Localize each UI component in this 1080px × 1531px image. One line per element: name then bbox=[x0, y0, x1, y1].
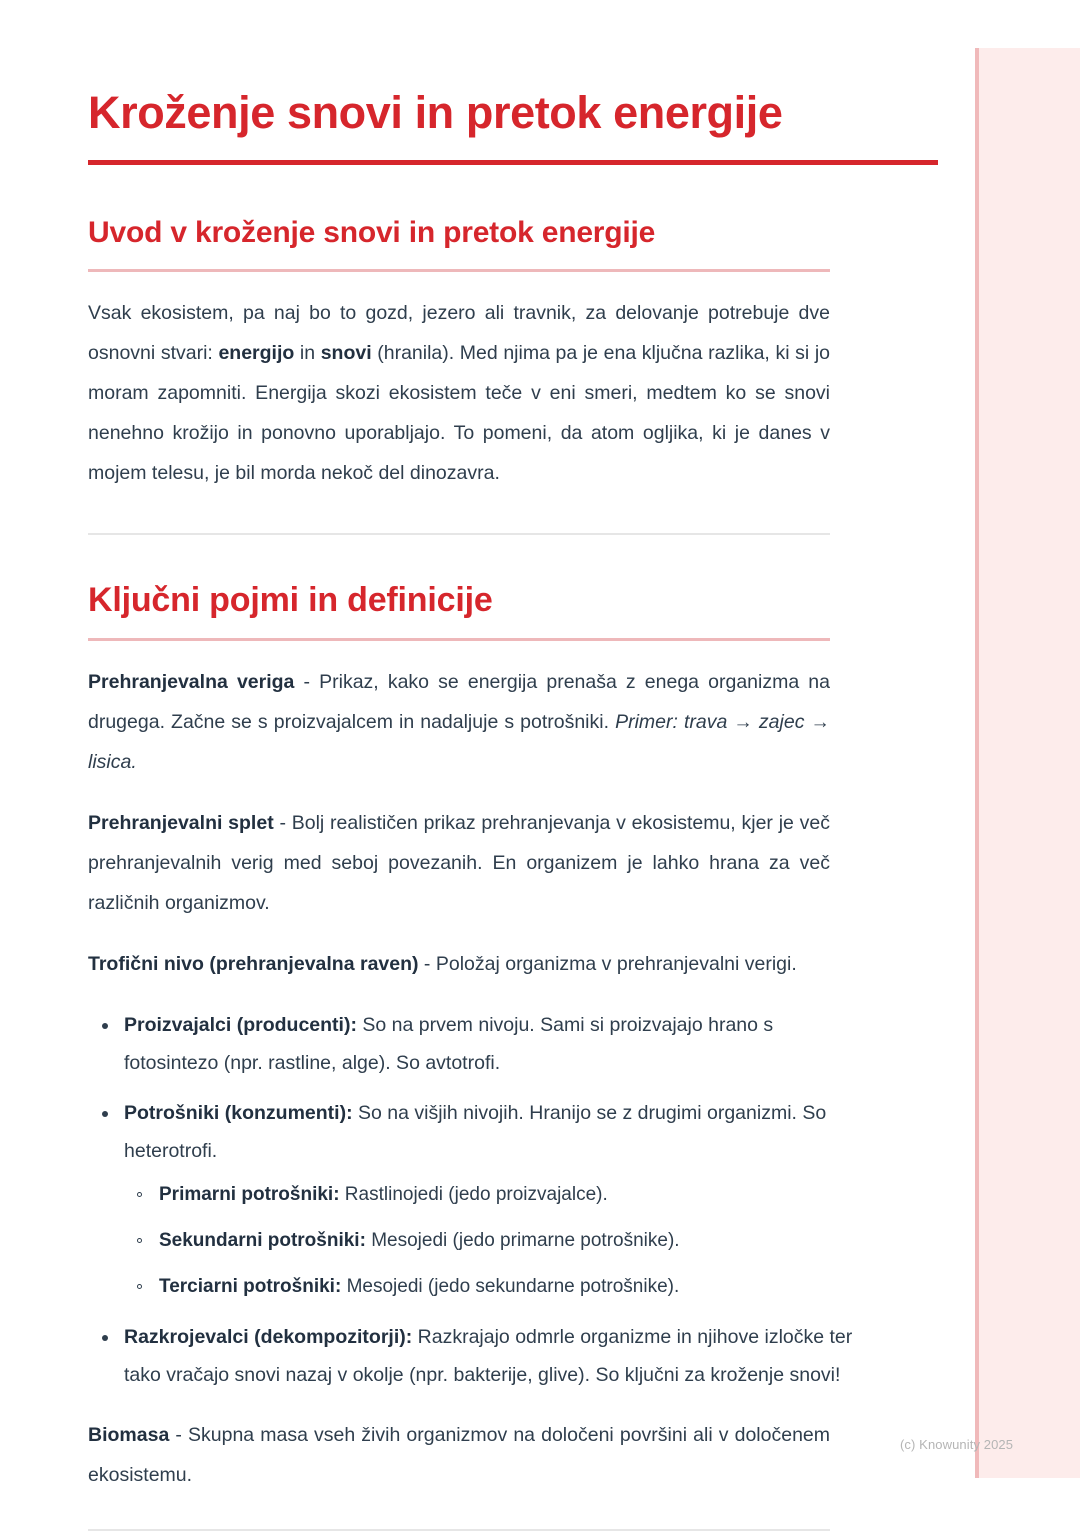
definition-prehranjevalna-veriga bbox=[88, 662, 830, 782]
list-item bbox=[124, 1006, 866, 1082]
list-item-term: Razkrojevalci (dekompozitorji): bbox=[124, 1325, 413, 1348]
list-item-term: Terciarni potrošniki: bbox=[159, 1275, 342, 1297]
term-prehranjevalni-splet: Prehranjevalni splet bbox=[88, 811, 274, 834]
list-item bbox=[159, 1176, 866, 1214]
list-item bbox=[159, 1222, 866, 1260]
list-item-term: Primarni potrošniki: bbox=[159, 1183, 340, 1205]
list-item-text: Mesojedi (jedo primarne potrošnike). bbox=[365, 1229, 680, 1251]
section-rule-kljucni-pojmi bbox=[88, 638, 830, 641]
list-item-text: So na prvem nivoju. Sami si proizvajajo hrano s fotosintezo (npr. rastline, alge). So avtotrofi. bbox=[124, 1013, 774, 1074]
list-item bbox=[159, 1268, 866, 1306]
section-heading-kljucni-pojmi: Ključni pojmi in definicije bbox=[88, 580, 493, 619]
list-item-term: Proizvajalci (producenti): bbox=[124, 1013, 357, 1036]
list-item bbox=[124, 1318, 866, 1394]
definition-prehranjevalni-splet bbox=[88, 803, 830, 923]
consumer-sublist bbox=[124, 1176, 866, 1306]
definition-text-splet: - Bolj realističen prikaz prehranjevanja v ekosistemu, kjer je več prehranjevalnih verig med seboj povezanih. En organizem je lahko hrana za več različnih organizmov. bbox=[88, 811, 830, 914]
example-veriga: Primer: trava → zajec → lisica. bbox=[88, 710, 830, 773]
list-item-term: Sekundarni potrošniki: bbox=[159, 1229, 366, 1251]
section-heading-uvod: Uvod v kroženje snovi in pretok energije bbox=[88, 216, 656, 250]
intro-text-a: Vsak ekosistem, pa naj bo to gozd, jezero ali travnik, za delovanje potrebuje dve osnovni stvari: bbox=[88, 301, 830, 364]
intro-text-d: (hranila). Med njima pa je ena ključna razlika, ki si jo moram zapomniti. Energija skozi ekosistem teče v eni smeri, medtem ko se snovi nenehno krožijo in ponovno uporabljajo. To pomeni, da atom ogljika, ki je danes v mojem telesu, je bil morda nekoč del dinozavra. bbox=[88, 341, 831, 484]
list-item-text: Razkrajajo odmrle organizme in njihove izločke ter tako vračajo snovi nazaj v okolje (npr. bakterije, glive). So ključni za kroženje snovi! bbox=[124, 1325, 853, 1386]
intro-bold-energijo: energijo bbox=[218, 341, 295, 364]
section-rule-uvod bbox=[88, 269, 830, 272]
decorative-side-panel bbox=[975, 48, 1080, 1478]
title-underline-rule bbox=[88, 160, 938, 165]
definition-text-veriga: - Prikaz, kako se energija prenaša z enega organizma na drugega. Začne se s proizvajalcem in nadaljuje s potrošniki. bbox=[88, 670, 830, 733]
term-troficni-nivo: Trofični nivo (prehranjevalna raven) bbox=[88, 952, 419, 975]
definition-text-biomasa: - Skupna masa vseh živih organizmov na določeni površini ali v določenem ekosistemu. bbox=[88, 1423, 830, 1486]
list-item-term: Potrošniki (konzumenti): bbox=[124, 1101, 353, 1124]
term-prehranjevalna-veriga: Prehranjevalna veriga bbox=[88, 670, 295, 693]
section-divider bbox=[88, 533, 830, 535]
definition-troficni-nivo bbox=[88, 944, 830, 984]
intro-bold-snovi: snovi bbox=[320, 341, 372, 364]
definition-biomasa bbox=[88, 1415, 830, 1495]
intro-text-c: in bbox=[294, 341, 321, 364]
trophic-level-list bbox=[88, 1006, 866, 1394]
term-biomasa: Biomasa bbox=[88, 1423, 170, 1446]
intro-paragraph bbox=[88, 293, 830, 493]
list-item-text: Mesojedi (jedo sekundarne potrošnike). bbox=[341, 1275, 680, 1297]
page-title: Kroženje snovi in pretok energije bbox=[88, 87, 783, 138]
copyright-watermark: (c) Knowunity 2025 bbox=[900, 1437, 1014, 1452]
list-item bbox=[124, 1094, 866, 1306]
definition-text-troficni: - Položaj organizma v prehranjevalni verigi. bbox=[418, 952, 797, 975]
list-item-text: So na višjih nivojih. Hranijo se z drugimi organizmi. So heterotrofi. bbox=[124, 1101, 827, 1162]
list-item-text: Rastlinojedi (jedo proizvajalce). bbox=[339, 1183, 608, 1205]
